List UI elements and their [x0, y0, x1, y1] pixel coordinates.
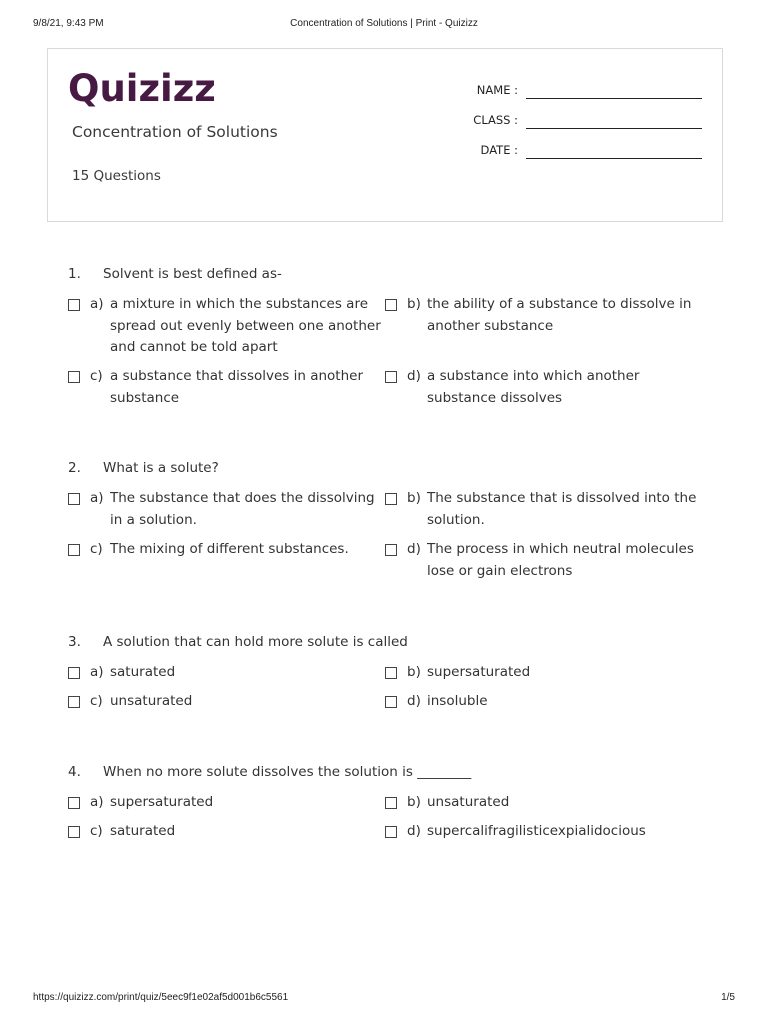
option-text: saturated — [110, 664, 176, 680]
checkbox-icon[interactable] — [68, 797, 80, 809]
option-letter: b) — [407, 794, 421, 810]
option-letter: a) — [90, 296, 104, 312]
print-footer — [33, 992, 735, 1006]
question-number: 2. — [68, 460, 81, 476]
question-stem — [68, 460, 708, 480]
question-number: 3. — [68, 634, 81, 650]
date-label: DATE : — [480, 143, 518, 157]
checkbox-icon[interactable] — [68, 544, 80, 556]
option-text: the ability of a substance to dissolve in another substance — [427, 296, 692, 334]
question-stem — [68, 266, 708, 286]
option-letter: d) — [407, 693, 421, 709]
question-4 — [68, 764, 708, 844]
checkbox-icon[interactable] — [68, 667, 80, 679]
checkbox-icon[interactable] — [385, 371, 397, 383]
option-text: supersaturated — [110, 794, 214, 810]
option-letter: b) — [407, 664, 421, 680]
question-text: When no more solute dissolves the solution is ________ — [103, 764, 472, 780]
option-text: supercalifragilisticexpialidocious — [427, 823, 646, 839]
checkbox-icon[interactable] — [385, 826, 397, 838]
option-letter: b) — [407, 296, 421, 312]
question-1 — [68, 266, 708, 416]
quizizz-logo: Quizizz — [68, 67, 216, 110]
question-number: 4. — [68, 764, 81, 780]
date-field — [428, 141, 708, 171]
print-datetime: 9/8/21, 9:43 PM — [33, 18, 104, 29]
question-text: A solution that can hold more solute is called — [103, 634, 408, 650]
question-stem — [68, 764, 708, 784]
checkbox-icon[interactable] — [68, 493, 80, 505]
question-text: What is a solute? — [103, 460, 219, 476]
checkbox-icon[interactable] — [68, 299, 80, 311]
page-number: 1/5 — [721, 992, 735, 1003]
option-text: a substance into which another substance dissolves — [427, 368, 640, 406]
checkbox-icon[interactable] — [68, 826, 80, 838]
quiz-title: Concentration of Solutions — [72, 123, 278, 141]
worksheet-header — [47, 48, 723, 222]
option-letter: c) — [90, 693, 103, 709]
option-letter: c) — [90, 368, 103, 384]
option-text: The process in which neutral molecules lose or gain electrons — [427, 541, 694, 579]
option-letter: a) — [90, 490, 104, 506]
checkbox-icon[interactable] — [385, 667, 397, 679]
student-fields — [428, 81, 708, 171]
option-letter: a) — [90, 664, 104, 680]
option-text: supersaturated — [427, 664, 531, 680]
question-2 — [68, 460, 708, 585]
option-text: a mixture in which the substances are spread out evenly between one another and cannot be told apart — [110, 296, 381, 355]
option-text: unsaturated — [110, 693, 193, 709]
checkbox-icon[interactable] — [385, 797, 397, 809]
option-letter: b) — [407, 490, 421, 506]
option-text: unsaturated — [427, 794, 510, 810]
question-3 — [68, 634, 708, 714]
option-letter: c) — [90, 541, 103, 557]
option-letter: d) — [407, 823, 421, 839]
option-text: saturated — [110, 823, 176, 839]
name-line — [526, 98, 702, 99]
class-line — [526, 128, 702, 129]
option-text: a substance that dissolves in another substance — [110, 368, 364, 406]
option-letter: c) — [90, 823, 103, 839]
date-line — [526, 158, 702, 159]
page-url[interactable]: https://quizizz.com/print/quiz/5eec9f1e02af5d001b6c5561 — [33, 992, 289, 1003]
name-field — [428, 81, 708, 111]
question-stem — [68, 634, 708, 654]
print-page-title: Concentration of Solutions | Print - Quizizz — [290, 18, 478, 29]
option-text: The substance that is dissolved into the solution. — [427, 490, 697, 528]
question-number: 1. — [68, 266, 81, 282]
print-header — [33, 18, 735, 32]
option-letter: a) — [90, 794, 104, 810]
checkbox-icon[interactable] — [385, 299, 397, 311]
checkbox-icon[interactable] — [385, 544, 397, 556]
name-label: NAME : — [476, 83, 518, 97]
checkbox-icon[interactable] — [385, 493, 397, 505]
option-text: The mixing of different substances. — [110, 541, 349, 557]
question-count: 15 Questions — [72, 168, 161, 184]
option-letter: d) — [407, 541, 421, 557]
class-field — [428, 111, 708, 141]
class-label: CLASS : — [473, 113, 518, 127]
option-text: insoluble — [427, 693, 488, 709]
option-text: The substance that does the dissolving in a solution. — [110, 490, 375, 528]
checkbox-icon[interactable] — [68, 371, 80, 383]
option-letter: d) — [407, 368, 421, 384]
checkbox-icon[interactable] — [68, 696, 80, 708]
question-text: Solvent is best defined as- — [103, 266, 282, 282]
checkbox-icon[interactable] — [385, 696, 397, 708]
